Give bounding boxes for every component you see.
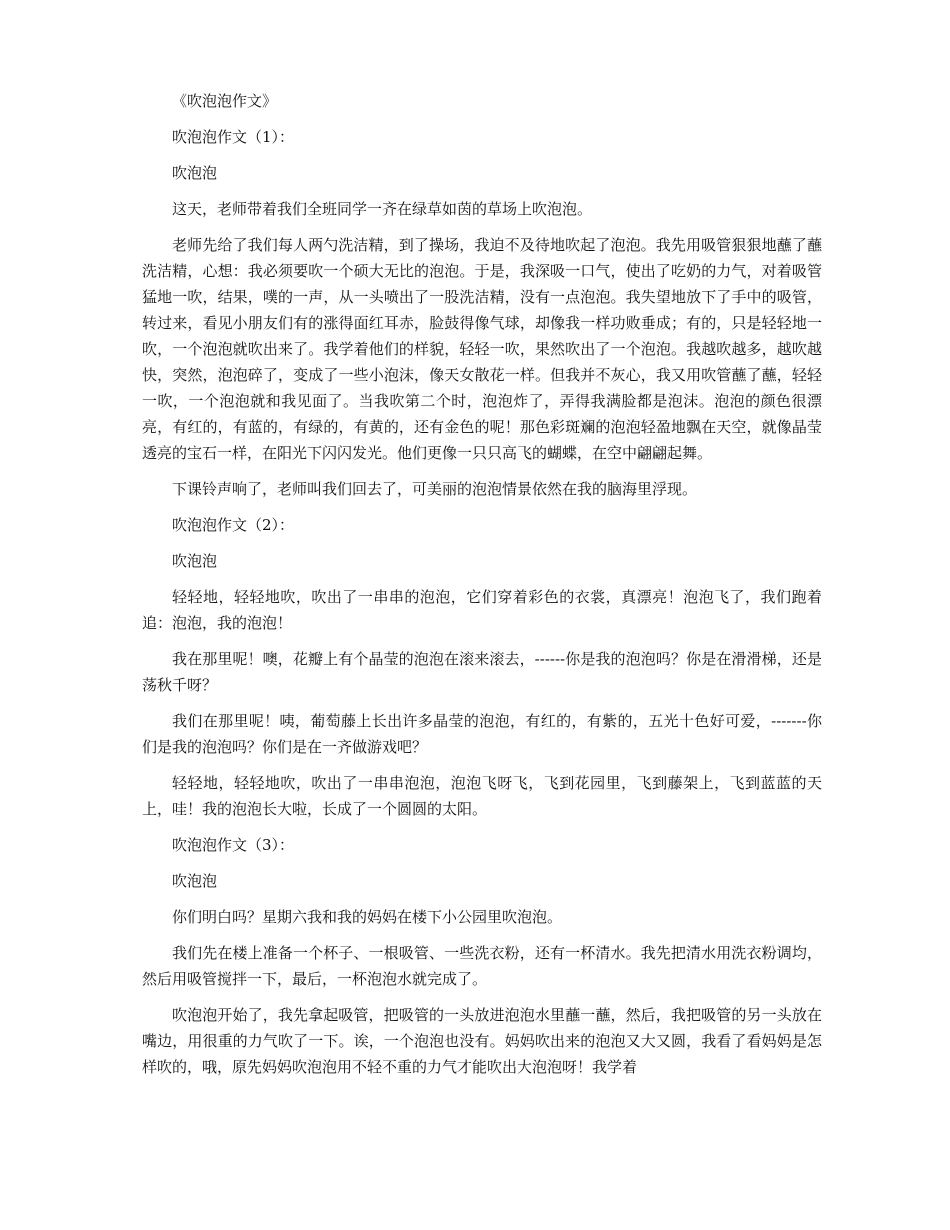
essay-3-heading: 吹泡泡作文（3）：: [172, 836, 295, 854]
paragraph: 我们先在楼上准备一个杯子、一根吸管、一些洗衣粉，还有一杯清水。我先把清水用洗衣粉调均，然后用吸管搅拌一下，最后，一杯泡泡水就完成了。: [142, 944, 822, 988]
paragraph: 这天，老师带着我们全班同学一齐在绿草如茵的草场上吹泡泡。: [172, 200, 593, 218]
essay-1-heading: 吹泡泡作文（1）：: [172, 128, 295, 146]
paragraph: 我在那里呢！噢，花瓣上有个晶莹的泡泡在滚来滚去，------你是我的泡泡吗？你是在滑滑梯，还是荡秋千呀？: [142, 650, 822, 694]
document-title: 《吹泡泡作文》: [172, 92, 278, 110]
document-body: [142, 88, 822, 1090]
paragraph: 老师先给了我们每人两勺洗洁精，到了操场，我迫不及待地吹起了泡泡。我先用吸管狠狠地蘸了蘸洗洁精，心想：我必须要吹一个硕大无比的泡泡。于是，我深吸一口气，使出了吃奶的力气，对着吸管猛地一吹，结果，噗的一声，从一头喷出了一股洗洁精，没有一点泡泡。我失望地放下了手中的吸管，转过来，看见小朋友们有的涨得面红耳赤，脸鼓得像气球，却像我一样功败垂成；有的，只是轻轻地一吹，一个泡泡就吹出来了。我学着他们的样貌，轻轻一吹，果然吹出了一个泡泡。我越吹越多，越吹越快，突然，泡泡碎了，变成了一些小泡沫，像天女散花一样。但我并不灰心，我又用吹管蘸了蘸，轻轻一吹，一个泡泡就和我见面了。当我吹第二个时，泡泡炸了，弄得我满脸都是泡沫。泡泡的颜色很漂亮，有红的，有蓝的，有绿的，有黄的，还有金色的呢！那色彩斑斓的泡泡轻盈地飘在天空，就像晶莹透亮的宝石一样，在阳光下闪闪发光。他们更像一只只高飞的蝴蝶，在空中翩翩起舞。: [142, 236, 822, 462]
essay-1-title: 吹泡泡: [172, 164, 218, 182]
paragraph: 轻轻地，轻轻地吹，吹出了一串串泡泡，泡泡飞呀飞，飞到花园里，飞到藤架上，飞到蓝蓝的天上，哇！我的泡泡长大啦，长成了一个圆圆的太阳。: [142, 774, 822, 818]
essay-2-heading: 吹泡泡作文（2）：: [172, 516, 295, 534]
paragraph: 吹泡泡开始了，我先拿起吸管，把吸管的一头放进泡泡水里蘸一蘸，然后，我把吸管的另一头放在嘴边，用很重的力气吹了一下。诶，一个泡泡也没有。妈妈吹出来的泡泡又大又圆，我看了看妈妈是怎样吹的，哦，原先妈妈吹泡泡用不轻不重的力气才能吹出大泡泡呀！我学着: [142, 1006, 822, 1076]
paragraph: 你们明白吗？星期六我和我的妈妈在楼下小公园里吹泡泡。: [172, 908, 563, 926]
essay-2-title: 吹泡泡: [172, 552, 218, 570]
paragraph: 我们在那里呢！咦，葡萄藤上长出许多晶莹的泡泡，有红的，有紫的，五光十色好可爱，-------你们是我的泡泡吗？你们是在一齐做游戏吧？: [142, 712, 822, 756]
essay-3-title: 吹泡泡: [172, 872, 218, 890]
paragraph: 轻轻地，轻轻地吹，吹出了一串串的泡泡，它们穿着彩色的衣裳，真漂亮！泡泡飞了，我们跑着追：泡泡，我的泡泡！: [142, 588, 822, 632]
paragraph: 下课铃声响了，老师叫我们回去了，可美丽的泡泡情景依然在我的脑海里浮现。: [172, 480, 698, 498]
